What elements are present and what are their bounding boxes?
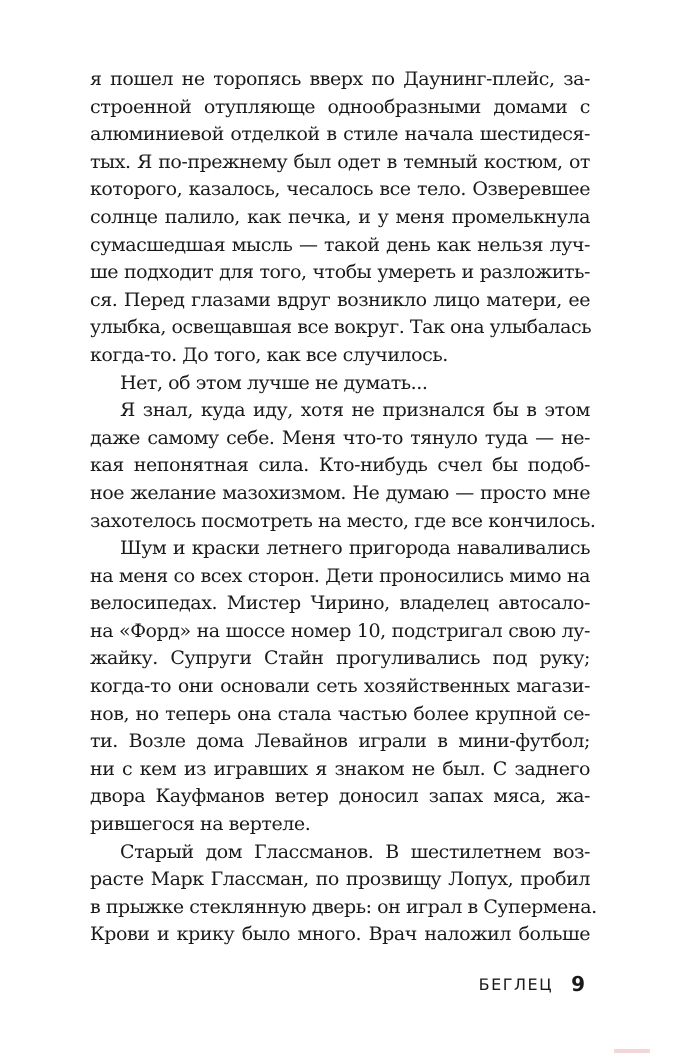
- book-title: БЕГЛЕЦ: [478, 974, 554, 994]
- scan-edge-mark: [614, 1049, 650, 1053]
- text-line: когда-то. До того, как все случилось.: [90, 343, 448, 366]
- text-line: которого, казалось, чесалось все тело. Озверевшее: [90, 178, 590, 201]
- text-line: двора Кауфманов ветер доносил запах мяса, жа-: [90, 785, 590, 808]
- text-line: захотелось посмотреть на место, где все кончилось.: [90, 509, 596, 532]
- text-line: улыбка, освещавшая все вокруг. Так она улыбалась: [90, 316, 592, 339]
- text-line: Крови и крику было много. Врач наложил больше: [90, 923, 590, 946]
- page-number: 9: [571, 972, 585, 996]
- text-line: в прыжке стеклянную дверь: он играл в Супермена.: [90, 895, 597, 918]
- text-line: рившегося на вертеле.: [90, 813, 311, 836]
- text-line: алюминиевой отделкой в стиле начала шестидеся-: [90, 123, 590, 146]
- text-line: Я знал, куда иду, хотя не признался бы в этом: [120, 399, 590, 422]
- text-line: расте Марк Глассман, по прозвищу Лопух, пробил: [90, 868, 590, 891]
- text-line: Нет, об этом лучше не думать...: [120, 371, 428, 394]
- text-line: строенной отупляюще однообразными домами с: [90, 95, 590, 118]
- text-line: на меня со всех сторон. Дети проносились мимо на: [90, 564, 590, 587]
- text-line: жайку. Супруги Стайн прогуливались под руку;: [90, 647, 590, 670]
- text-line: сумасшедшая мысль — такой день как нельзя луч-: [90, 233, 590, 256]
- text-line: ше подходит для того, чтобы умереть и разложить-: [90, 261, 590, 284]
- text-line: даже самому себе. Меня что-то тянуло туда — не-: [90, 426, 590, 449]
- text-line: ся. Перед глазами вдруг возникло лицо матери, ее: [90, 288, 590, 311]
- text-line: нов, но теперь она стала частью более крупной се-: [90, 702, 590, 725]
- text-line: тых. Я по-прежнему был одет в темный костюм, от: [90, 150, 590, 173]
- text-line: Шум и краски летнего пригорода наваливались: [120, 537, 590, 560]
- text-line: солнце палило, как печка, и у меня промелькнула: [90, 205, 590, 228]
- text-line: ни с кем из игравших я знаком не был. С заднего: [90, 757, 590, 780]
- text-line: велосипедах. Мистер Чирино, владелец автосало-: [90, 592, 590, 615]
- text-line: кая непонятная сила. Кто-нибудь счел бы подоб-: [90, 454, 590, 477]
- text-line: ти. Возле дома Левайнов играли в мини-футбол;: [90, 730, 590, 753]
- text-line: Старый дом Глассманов. В шестилетнем воз-: [120, 840, 590, 863]
- text-line: на «Форд» на шоссе номер 10, подстригал свою лу-: [90, 619, 590, 642]
- running-footer: [479, 970, 585, 998]
- text-line: ное желание мазохизмом. Не думаю — просто мне: [90, 481, 590, 504]
- text-line: я пошел не торопясь вверх по Даунинг-плейс, за-: [90, 68, 590, 90]
- body-text: [90, 66, 597, 949]
- text-line: когда-то они основали сеть хозяйственных магази-: [90, 675, 590, 698]
